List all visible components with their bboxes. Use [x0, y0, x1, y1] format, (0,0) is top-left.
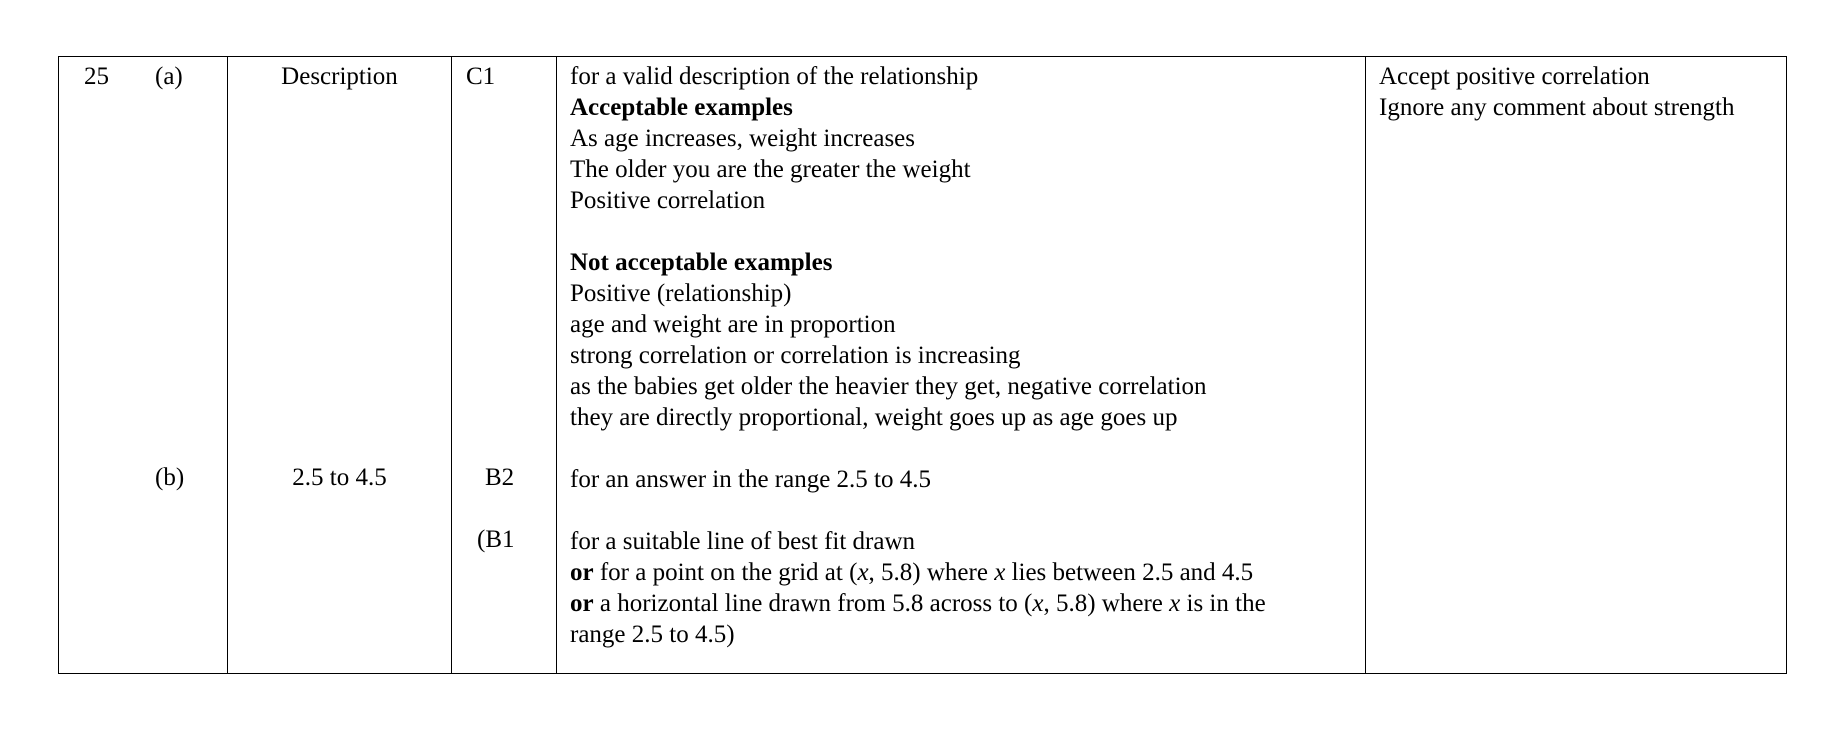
part-b-b1-criterion: for a suitable line of best fit drawn	[570, 528, 916, 555]
part-a-label: (a)	[155, 63, 183, 90]
or-keyword: or	[570, 559, 594, 586]
x-variable: x	[1032, 590, 1044, 617]
mark-scheme-comments-cell	[557, 57, 1366, 674]
x-variable: x	[857, 559, 869, 586]
part-b-label: (b)	[155, 464, 185, 491]
additional-guidance-line: Ignore any comment about strength	[1379, 94, 1735, 121]
part-a-mark: C1	[466, 63, 496, 90]
question-25-row	[59, 57, 1787, 674]
acceptable-examples-heading: Acceptable examples	[570, 94, 793, 121]
part-a-criterion: for a valid description of the relationship	[570, 63, 979, 90]
part-b-b1-range: range 2.5 to 4.5)	[570, 621, 735, 648]
part-b-b1-alternative-line: or a horizontal line drawn from 5.8 across to (x, 5.8) where x is in the	[570, 590, 1266, 617]
part-b-mark: B2	[485, 464, 515, 491]
additional-guidance-cell	[1366, 57, 1787, 674]
not-acceptable-example: strong correlation or correlation is increasing	[570, 342, 1021, 369]
acceptable-example: The older you are the greater the weight	[570, 156, 971, 183]
not-acceptable-example: as the babies get older the heavier they get, negative correlation	[570, 373, 1207, 400]
not-acceptable-examples-heading: Not acceptable examples	[570, 249, 833, 276]
mark-scheme-table	[58, 56, 1787, 674]
part-b-answer: 2.5 to 4.5	[292, 464, 387, 491]
not-acceptable-example: Positive (relationship)	[570, 280, 792, 307]
answer-cell	[228, 57, 452, 674]
mark-cell	[452, 57, 557, 674]
acceptable-example: Positive correlation	[570, 187, 766, 214]
question-number: 25	[84, 63, 109, 90]
part-b-criterion: for an answer in the range 2.5 to 4.5	[570, 466, 931, 493]
not-acceptable-example: age and weight are in proportion	[570, 311, 896, 338]
x-variable: x	[994, 559, 1006, 586]
part-b-partial-mark: (B1	[477, 526, 515, 553]
question-number-cell	[59, 57, 144, 674]
part-cell	[143, 57, 228, 674]
part-a-answer: Description	[281, 63, 398, 90]
additional-guidance-line: Accept positive correlation	[1379, 63, 1650, 90]
acceptable-example: As age increases, weight increases	[570, 125, 915, 152]
part-b-b1-alternative-point: or for a point on the grid at (x, 5.8) where x lies between 2.5 and 4.5	[570, 559, 1254, 586]
or-keyword: or	[570, 590, 594, 617]
x-variable: x	[1169, 590, 1181, 617]
not-acceptable-example: they are directly proportional, weight goes up as age goes up	[570, 404, 1178, 431]
